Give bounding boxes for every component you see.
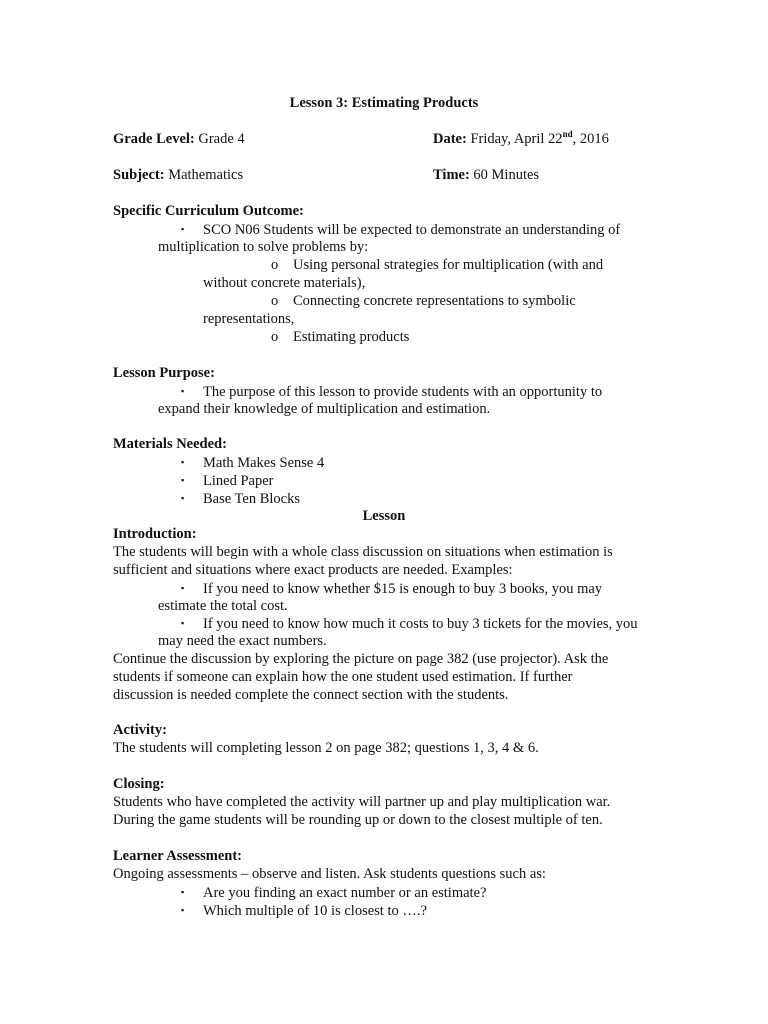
materials-heading: Materials Needed: bbox=[113, 436, 227, 452]
materials-item: ▪ Math Makes Sense 4 bbox=[181, 455, 325, 471]
lesson-section-heading: Lesson bbox=[362, 508, 406, 524]
time-value: 60 Minutes bbox=[473, 167, 540, 183]
square-bullet-icon: ▪ bbox=[181, 583, 185, 593]
purpose-bullet: ▪ The purpose of this lesson to provide students with an opportunity to bbox=[181, 384, 603, 400]
outcome-sub-item-2: o Connecting concrete representations to symbolic bbox=[271, 293, 576, 309]
square-bullet-icon: ▪ bbox=[181, 493, 185, 503]
activity-heading: Activity: bbox=[113, 722, 167, 738]
square-bullet-icon: ▪ bbox=[181, 224, 185, 234]
introduction-paragraph-line: The students will begin with a whole class discussion on situations when estimation is bbox=[113, 544, 613, 560]
outcome-bullet: ▪ SCO N06 Students will be expected to demonstrate an understanding of bbox=[181, 222, 621, 238]
introduction-paragraph-line: students if someone can explain how the one student used estimation. If further bbox=[113, 669, 573, 685]
assessment-question: ▪ Are you finding an exact number or an estimate? bbox=[181, 885, 487, 901]
circle-bullet-icon: o bbox=[271, 329, 279, 345]
subject-value: Mathematics bbox=[168, 167, 244, 183]
square-bullet-icon: ▪ bbox=[181, 386, 185, 396]
square-bullet-icon: ▪ bbox=[181, 905, 185, 915]
grade-level-label: Grade Level: bbox=[113, 131, 195, 147]
subject-row bbox=[113, 166, 243, 184]
date-value: Friday, April 22nd, 2016 bbox=[470, 129, 609, 147]
introduction-heading: Introduction: bbox=[113, 526, 197, 542]
assessment-text: Ongoing assessments – observe and listen. Ask students questions such as: bbox=[113, 866, 546, 882]
purpose-heading: Lesson Purpose: bbox=[113, 365, 215, 381]
assessment-question: ▪ Which multiple of 10 is closest to ….? bbox=[181, 903, 427, 919]
closing-heading: Closing: bbox=[113, 776, 165, 792]
grade-level-row bbox=[113, 130, 245, 148]
outcome-bullet-cont: multiplication to solve problems by: bbox=[158, 239, 369, 255]
circle-bullet-icon: o bbox=[271, 257, 279, 273]
example-bullet-1: ▪ If you need to know whether $15 is enough to buy 3 books, you may bbox=[181, 581, 603, 597]
square-bullet-icon: ▪ bbox=[181, 475, 185, 485]
closing-text-line: During the game students will be rounding up or down to the closest multiple of ten. bbox=[113, 812, 603, 828]
closing-text-line: Students who have completed the activity will partner up and play multiplication war. bbox=[113, 794, 611, 810]
example-bullet-1-cont: estimate the total cost. bbox=[158, 598, 288, 614]
purpose-bullet-cont: expand their knowledge of multiplication and estimation. bbox=[158, 401, 491, 417]
square-bullet-icon: ▪ bbox=[181, 618, 185, 628]
circle-bullet-icon: o bbox=[271, 293, 279, 309]
square-bullet-icon: ▪ bbox=[181, 887, 185, 897]
date-row bbox=[433, 130, 609, 148]
time-row bbox=[433, 166, 539, 184]
assessment-heading: Learner Assessment: bbox=[113, 848, 243, 864]
introduction-paragraph-line: discussion is needed complete the connect section with the students. bbox=[113, 687, 509, 703]
introduction-paragraph-line: Continue the discussion by exploring the picture on page 382 (use projector). Ask the bbox=[113, 651, 609, 667]
date-label: Date: bbox=[433, 131, 467, 147]
subject-label: Subject: bbox=[113, 167, 165, 183]
outcome-sub-item-1: o Using personal strategies for multiplication (with and bbox=[271, 257, 604, 273]
outcome-sub-item-3: o Estimating products bbox=[271, 329, 410, 345]
time-label: Time: bbox=[433, 167, 470, 183]
example-bullet-2: ▪ If you need to know how much it costs to buy 3 tickets for the movies, you bbox=[181, 616, 638, 632]
square-bullet-icon: ▪ bbox=[181, 457, 185, 467]
grade-level-value: Grade 4 bbox=[198, 131, 245, 147]
lesson-title: Lesson 3: Estimating Products bbox=[289, 95, 479, 111]
outcome-sub-item-2-cont: representations, bbox=[203, 311, 295, 327]
introduction-paragraph-line: sufficient and situations where exact products are needed. Examples: bbox=[113, 562, 513, 578]
materials-item: ▪ Lined Paper bbox=[181, 473, 274, 489]
example-bullet-2-cont: may need the exact numbers. bbox=[158, 633, 327, 649]
activity-text: The students will completing lesson 2 on page 382; questions 1, 3, 4 & 6. bbox=[113, 740, 539, 756]
outcome-heading: Specific Curriculum Outcome: bbox=[113, 203, 304, 219]
materials-item: ▪ Base Ten Blocks bbox=[181, 491, 300, 507]
outcome-sub-item-1-cont: without concrete materials), bbox=[203, 275, 366, 291]
